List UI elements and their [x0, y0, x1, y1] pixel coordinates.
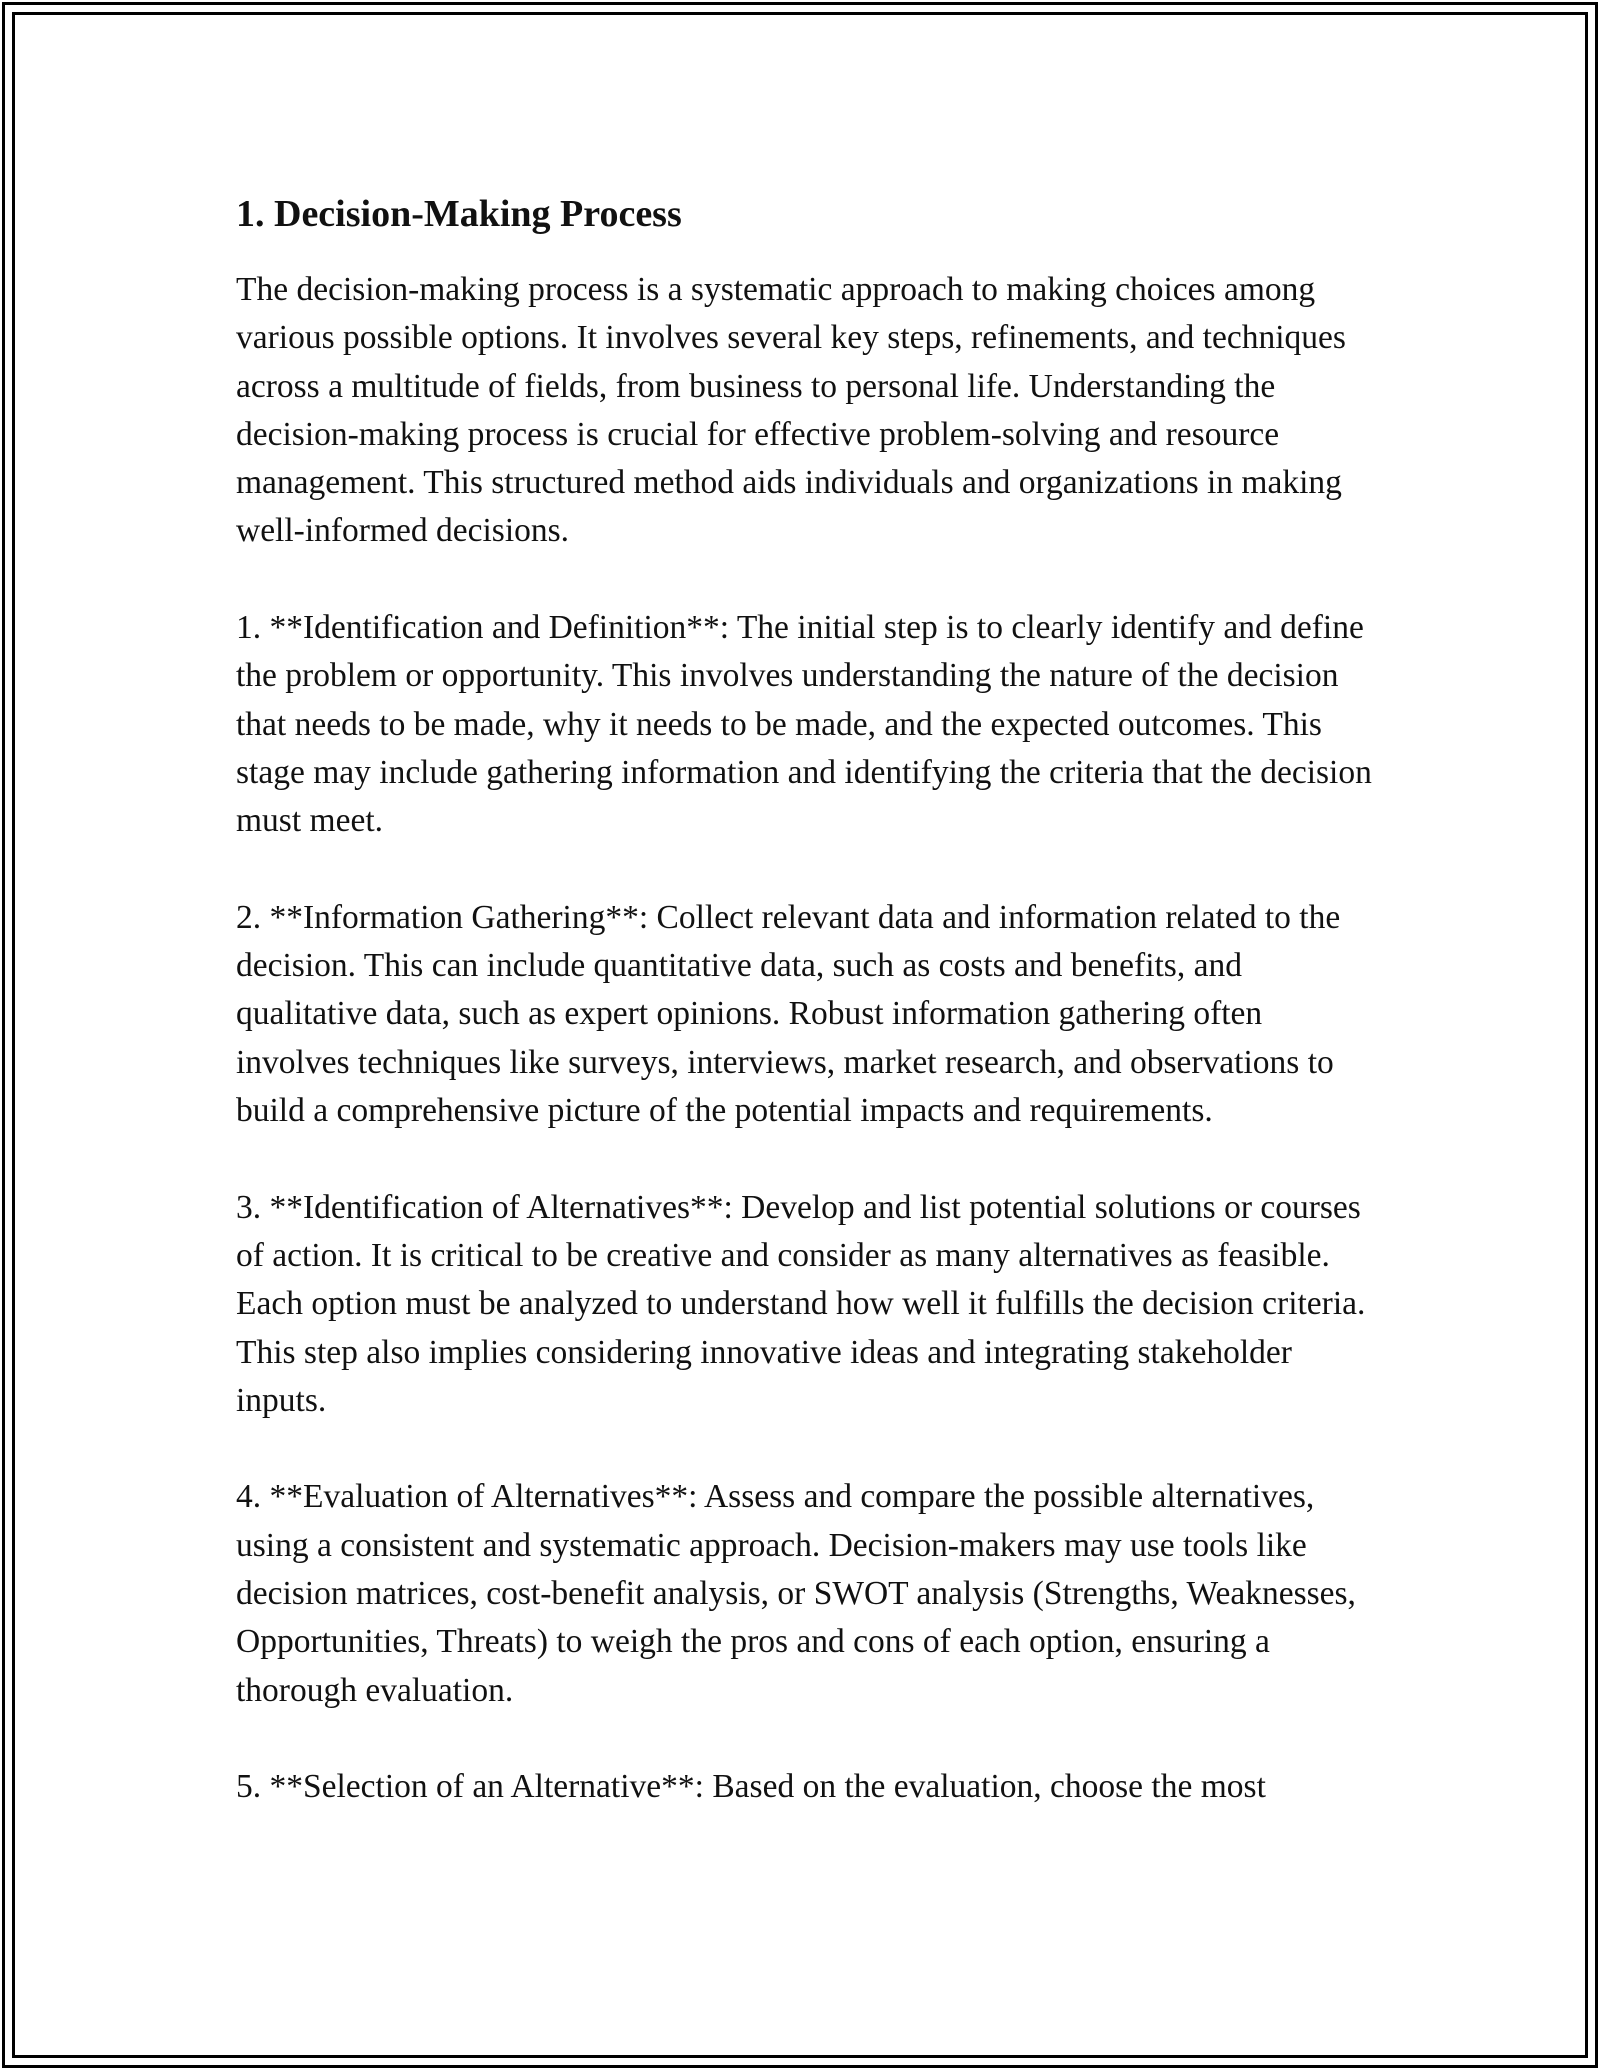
document-body: [236, 186, 1376, 1860]
step-alternatives-paragraph: 3. **Identification of Alternatives**: Develop and list potential solutions or courses of action. It is critical to be creative and consider as many alternatives as feasible. Each option must be analyzed to understand how well it fulfills the decision criteria. This step also implies considering innovative ideas and integrating stakeholder inputs.: [236, 1188, 1366, 1419]
step-selection-paragraph: 5. **Selection of an Alternative**: Based on the evaluation, choose the most: [236, 1768, 1266, 1806]
step-evaluation-paragraph: 4. **Evaluation of Alternatives**: Assess and compare the possible alternatives, using a consistent and systematic approach. Decision-makers may use tools like decision matrices, cost-benefit analysis, or SWOT analysis (Strengths, Weaknesses, Opportunities, Threats) to weigh the pros and cons of each option, ensuring a thorough evaluation.: [236, 1478, 1356, 1709]
step-identification-paragraph: 1. **Identification and Definition**: The initial step is to clearly identify and define the problem or opportunity. This involves understanding the nature of the decision that needs to be made, why it needs to be made, and the expected outcomes. This stage may include gathering information and identifying the criteria that the decision must meet.: [236, 609, 1372, 840]
section-heading: 1. Decision-Making Process: [236, 193, 682, 235]
intro-paragraph: The decision-making process is a systematic approach to making choices among various possible options. It involves several key steps, refinements, and techniques across a multitude of fields, from business to personal life. Understanding the decision-making process is crucial for effective problem-solving and resource management. This structured method aids individuals and organizations in making well-informed decisions.: [236, 271, 1346, 550]
step-information-gathering-paragraph: 2. **Information Gathering**: Collect relevant data and information related to the decision. This can include quantitative data, such as costs and benefits, and qualitative data, such as expert opinions. Robust information gathering often involves techniques like surveys, interviews, market research, and observations to build a comprehensive picture of the potential impacts and requirements.: [236, 898, 1341, 1130]
